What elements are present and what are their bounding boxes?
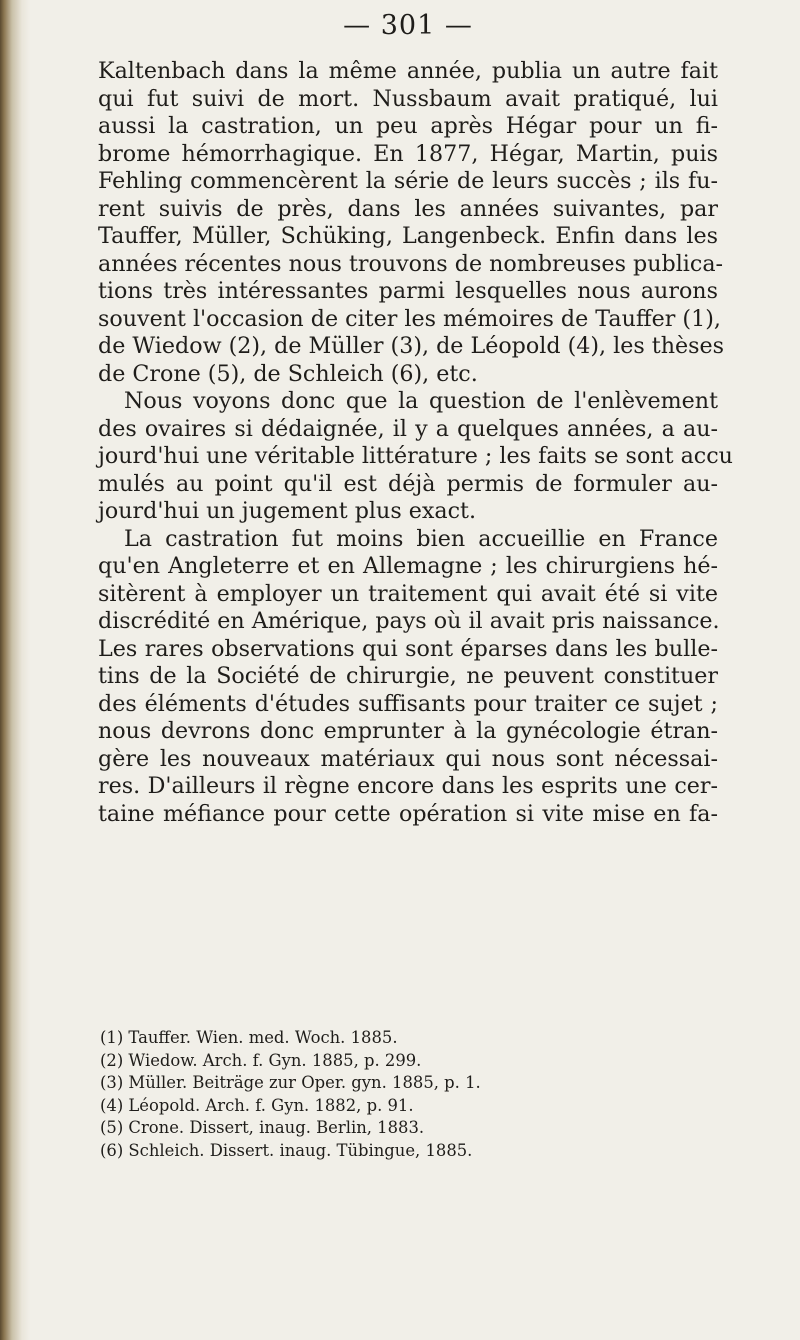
text-line: qu'en Angleterre et en Allemagne ; les chirurgiens hé- bbox=[98, 553, 718, 579]
footnote: (6) Schleich. Dissert. inaug. Tübingue, 1885. bbox=[100, 1140, 473, 1160]
text-line: nous devrons donc emprunter à la gynécologie étran- bbox=[98, 718, 718, 744]
page-binding-edge bbox=[0, 0, 30, 1340]
text-line: de Wiedow (2), de Müller (3), de Léopold (4), les thèses bbox=[98, 333, 725, 359]
body-text bbox=[98, 58, 733, 828]
text-line: La castration fut moins bien accueillie en France bbox=[124, 525, 718, 552]
text-line: mulés au point qu'il est déjà permis de formuler au- bbox=[98, 470, 718, 497]
footnote: (5) Crone. Dissert, inaug. Berlin, 1883. bbox=[100, 1118, 425, 1137]
text-line: Les rares observations qui sont éparses dans les bulle- bbox=[98, 635, 718, 662]
text-line: jourd'hui une véritable littérature ; les faits se sont accu bbox=[98, 443, 733, 469]
text-line: taine méfiance pour cette opération si vite mise en fa- bbox=[98, 800, 718, 827]
footnote: (2) Wiedow. Arch. f. Gyn. 1885, p. 299. bbox=[100, 1050, 422, 1070]
page-number: — 301 — bbox=[343, 10, 473, 41]
text-line: de Crone (5), de Schleich (6), etc. bbox=[98, 360, 478, 387]
text-line: brome hémorrhagique. En 1877, Hégar, Martin, puis bbox=[98, 140, 718, 167]
text-line: sitèrent à employer un traitement qui avait été si vite bbox=[98, 580, 718, 607]
text-line: années récentes nous trouvons de nombreuses publica- bbox=[98, 250, 724, 277]
text-line: Tauffer, Müller, Schüking, Langenbeck. Enfin dans les bbox=[98, 223, 718, 249]
text-line: gère les nouveaux matériaux qui nous sont nécessai- bbox=[98, 745, 718, 772]
text-line: rent suivis de près, dans les années suivantes, par bbox=[98, 195, 718, 222]
text-line: res. D'ailleurs il règne encore dans les esprits une cer- bbox=[98, 773, 718, 799]
footnote: (1) Tauffer. Wien. med. Woch. 1885. bbox=[100, 1028, 398, 1047]
footnotes bbox=[100, 1027, 718, 1162]
text-line: des éléments d'études suffisants pour traiter ce sujet ; bbox=[98, 690, 718, 717]
text-line: souvent l'occasion de citer les mémoires de Tauffer (1), bbox=[98, 305, 721, 332]
text-line: discrédité en Amérique, pays où il avait pris naissance. bbox=[98, 608, 720, 634]
text-line: qui fut suivi de mort. Nussbaum avait pratiqué, lui bbox=[98, 85, 718, 112]
text-line: des ovaires si dédaignée, il y a quelques années, a au- bbox=[98, 415, 718, 442]
footnote: (3) Müller. Beiträge zur Oper. gyn. 1885, p. 1. bbox=[100, 1073, 481, 1092]
text-line: Kaltenbach dans la même année, publia un autre fait bbox=[98, 58, 718, 84]
text-line: Fehling commencèrent la série de leurs succès ; ils fu- bbox=[98, 168, 718, 194]
text-line: tins de la Société de chirurgie, ne peuvent constituer bbox=[98, 663, 718, 689]
text-line: Nous voyons donc que la question de l'enlèvement bbox=[124, 388, 718, 414]
text-line: aussi la castration, un peu après Hégar pour un fi- bbox=[98, 113, 718, 139]
footnote: (4) Léopold. Arch. f. Gyn. 1882, p. 91. bbox=[100, 1095, 414, 1115]
text-line: jourd'hui un jugement plus exact. bbox=[98, 498, 477, 524]
text-line: tions très intéressantes parmi lesquelles nous aurons bbox=[98, 278, 718, 304]
